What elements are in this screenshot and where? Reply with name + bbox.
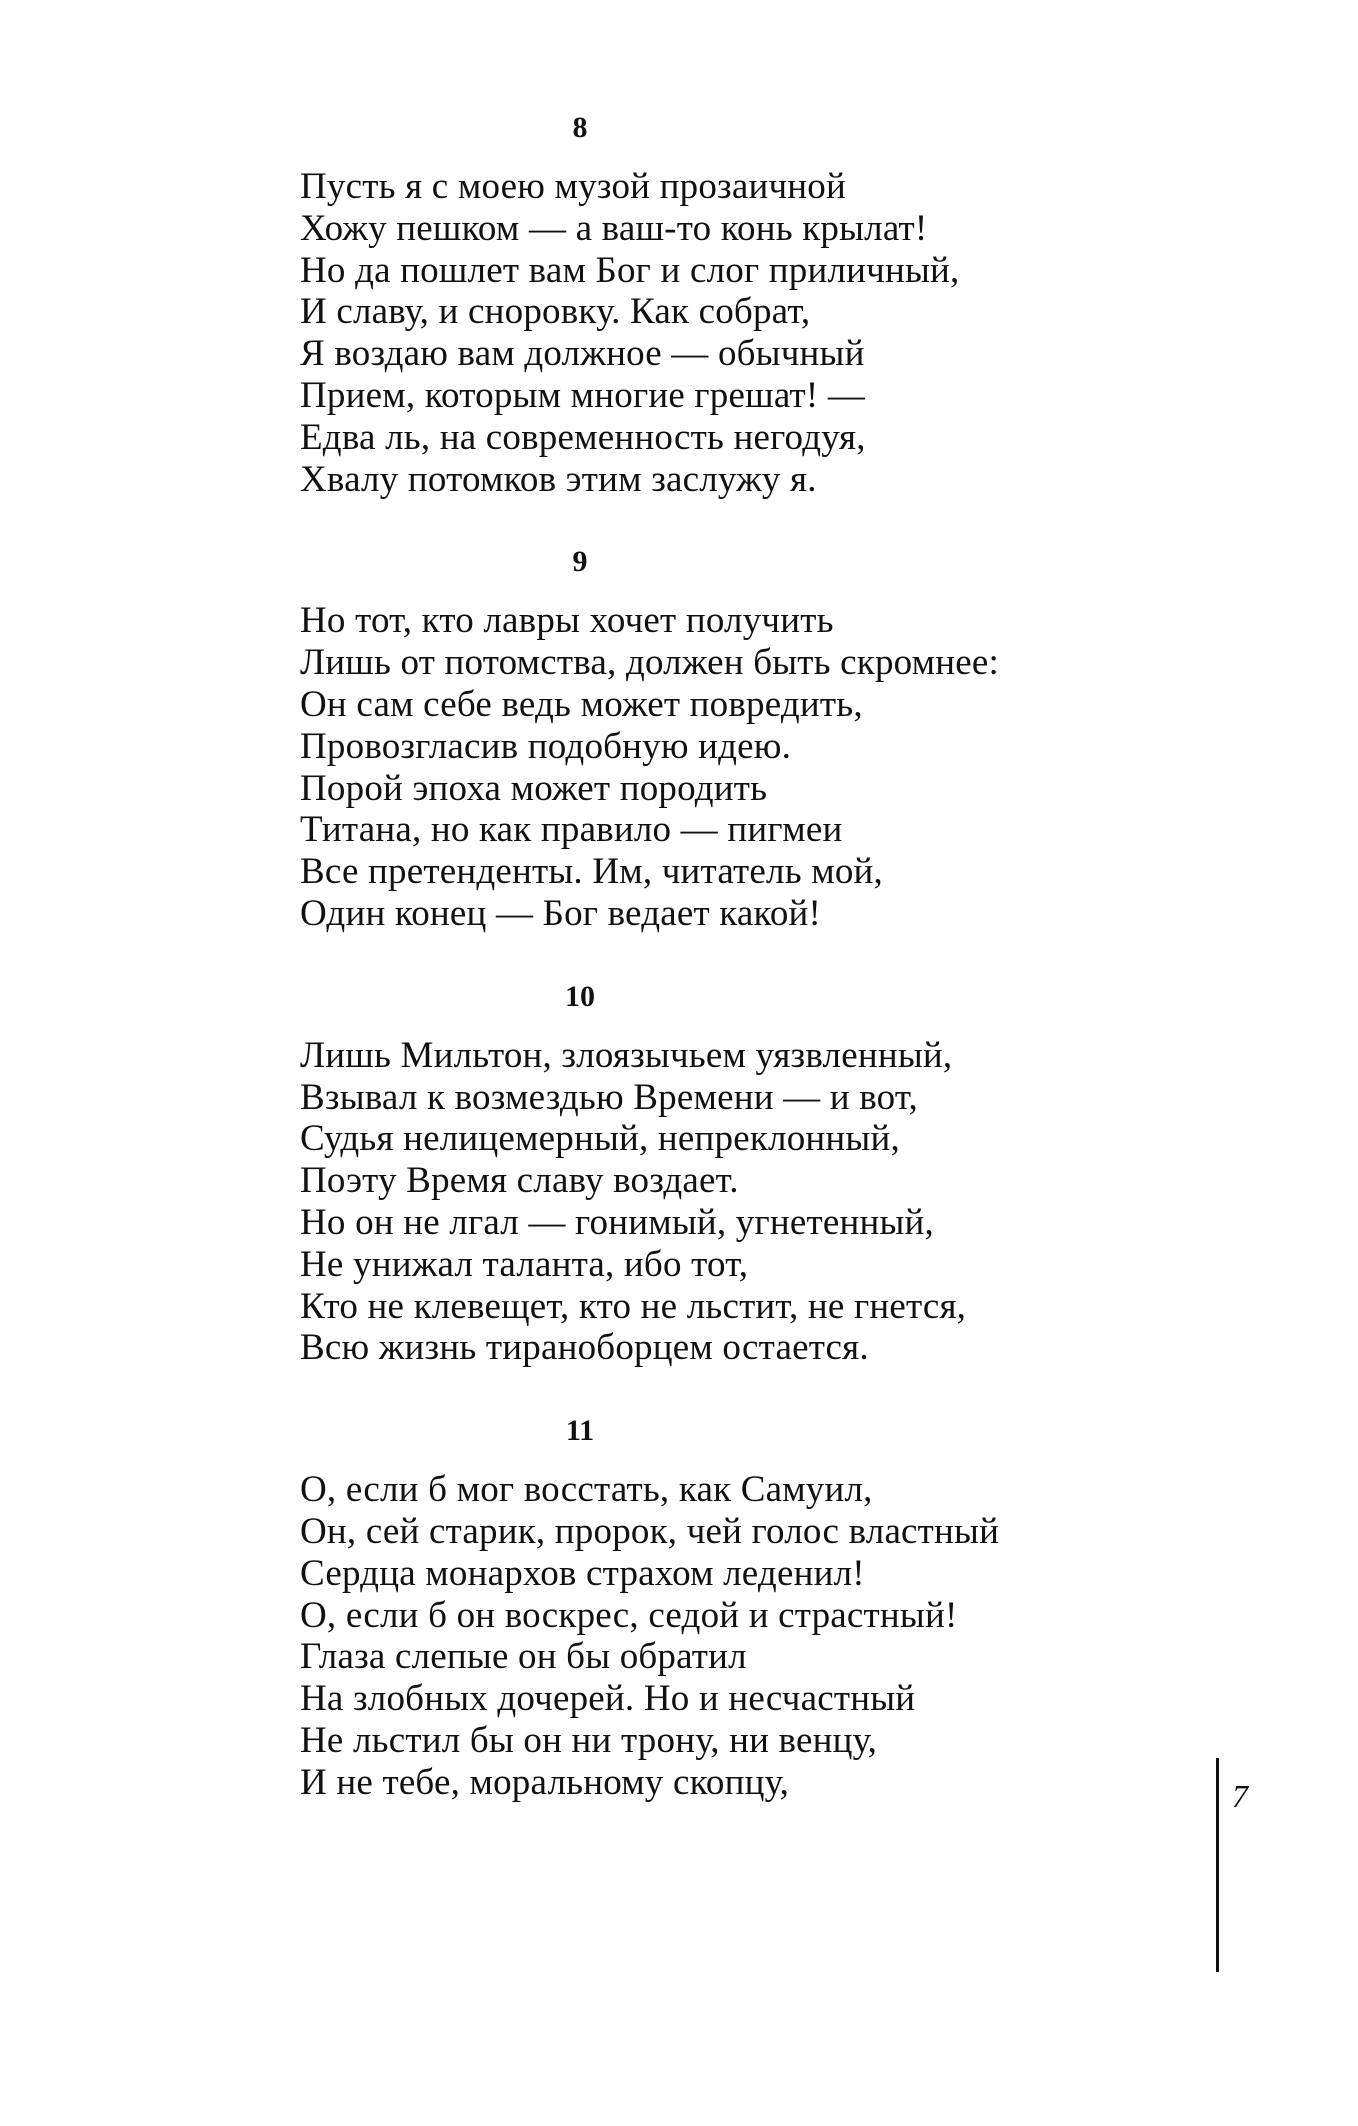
verse-line: Сердца монархов страхом леденил! xyxy=(300,1552,865,1594)
page-number: 7 xyxy=(1232,1778,1248,1814)
stanza-lines xyxy=(300,600,1160,934)
verse-line: Он сам себе ведь может повредить, xyxy=(300,683,863,725)
verse-line: Порой эпоха может породить xyxy=(300,767,768,809)
stanza-number: 9 xyxy=(572,545,588,579)
stanza-number: 8 xyxy=(572,111,588,144)
verse-line: Поэту Время славу воздает. xyxy=(300,1160,739,1202)
verse-line: На злобных дочерей. Но и несчастный xyxy=(300,1678,916,1720)
verse-line: Пусть я с моею музой прозаичной xyxy=(300,166,846,207)
verse-line: И славу, и сноровку. Как собрат, xyxy=(300,291,811,333)
verse-line: Хожу пешком — а ваш-то конь крылат! xyxy=(300,207,928,249)
verse-line: Лишь Мильтон, злоязычьем уязвленный, xyxy=(300,1034,953,1076)
verse-line: Глаза слепые он бы обратил xyxy=(300,1636,747,1678)
poem-body xyxy=(300,108,1160,1804)
verse-line: Но тот, кто лавры хочет получить xyxy=(300,600,834,642)
verse-line: О, если б он воскрес, седой и страстный! xyxy=(300,1594,958,1636)
verse-line: Судья нелицемерный, непреклонный, xyxy=(300,1118,900,1160)
verse-line: Но он не лгал — гонимый, угнетенный, xyxy=(300,1201,934,1243)
verse-line: Титана, но как правило — пигмеи xyxy=(300,809,843,851)
stanza-number: 11 xyxy=(565,1414,595,1448)
verse-line: Он, сей старик, пророк, чей голос властный xyxy=(300,1510,1000,1552)
verse-line: Прием, которым многие грешат! — xyxy=(300,374,866,416)
stanza-lines xyxy=(300,166,1160,500)
verse-line: Но да пошлет вам Бог и слог приличный, xyxy=(300,249,960,291)
verse-line: Провозгласив подобную идею. xyxy=(300,725,792,767)
verse-line: И не тебе, моральному скопцу, xyxy=(300,1761,790,1803)
verse-line: Взывал к возмездью Времени — и вот, xyxy=(300,1076,918,1118)
verse-line: Хвалу потомков этим заслужу я. xyxy=(300,458,817,500)
verse-line: Один конец — Бог ведает какой! xyxy=(300,892,822,934)
verse-line: Едва ль, на современность негодуя, xyxy=(300,416,866,458)
verse-line: О, если б мог восстать, как Самуил, xyxy=(300,1469,873,1511)
stanza-8 xyxy=(300,108,1160,500)
stanza-lines xyxy=(300,1035,1160,1369)
stanza-lines xyxy=(300,1469,1160,1803)
verse-line: Лишь от потомства, должен быть скромнее: xyxy=(300,642,1000,684)
stanza-11 xyxy=(300,1411,1160,1803)
stanza-number: 10 xyxy=(565,979,595,1013)
verse-line: Все претенденты. Им, читатель мой, xyxy=(300,851,883,893)
stanza-9 xyxy=(300,542,1160,934)
verse-line: Всю жизнь тираноборцем остается. xyxy=(300,1327,869,1369)
verse-line: Я воздаю вам должное — обычный xyxy=(300,333,865,375)
page-number-rule xyxy=(1216,1758,1219,1972)
verse-line: Не унижал таланта, ибо тот, xyxy=(300,1243,749,1285)
verse-line: Кто не клевещет, кто не льстит, не гнется, xyxy=(300,1285,967,1327)
stanza-10 xyxy=(300,977,1160,1369)
verse-line: Не льстил бы он ни трону, ни венцу, xyxy=(300,1719,878,1761)
